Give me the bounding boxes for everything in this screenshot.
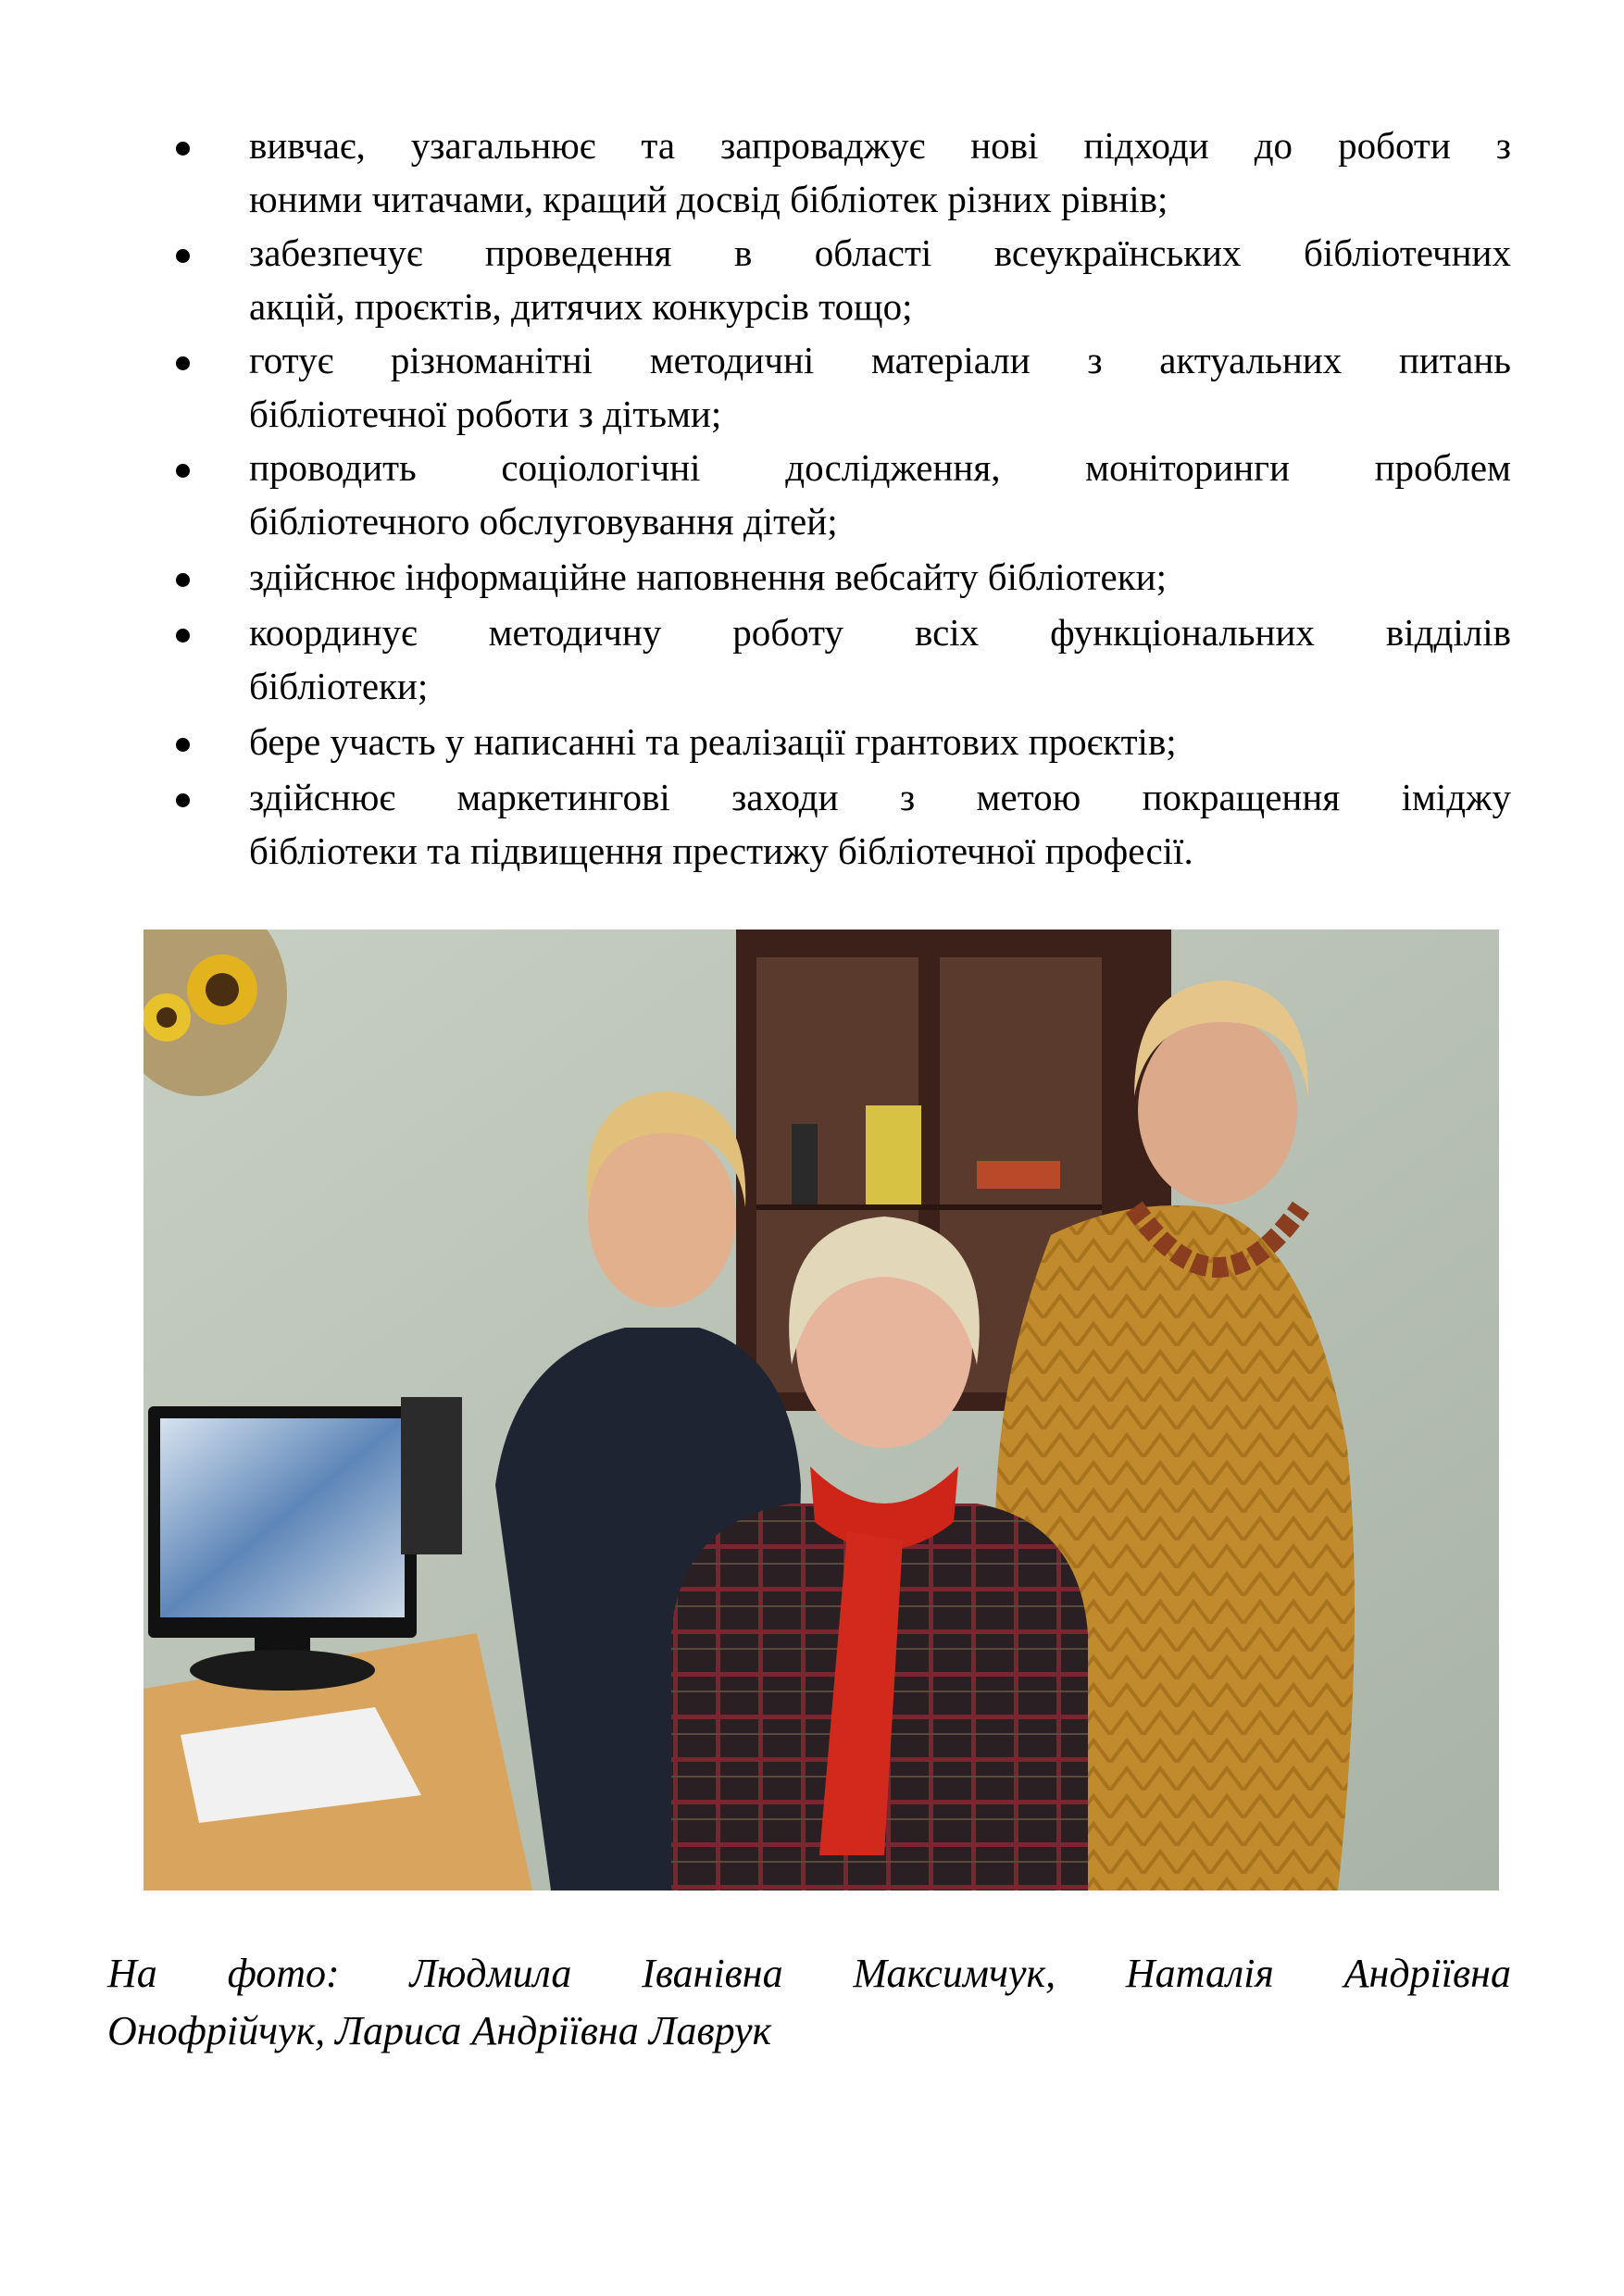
bullet-icon xyxy=(176,356,190,370)
list-item-line: забезпечує проведення в області всеукраїнських бібліотечних xyxy=(249,231,1511,274)
list-item-line: вивчає, узагальнює та запроваджує нові підходи до роботи з xyxy=(249,124,1511,167)
bullet-icon xyxy=(176,793,190,807)
bullet-icon xyxy=(176,629,190,643)
list-item-line: бере участь у написанні та реалізації грантових проєктів; xyxy=(249,720,1177,763)
list-item-line: юними читачами, кращий досвід бібліотек різних рівнів; xyxy=(249,178,1168,220)
bullet-icon xyxy=(176,142,190,156)
list-item-line: бібліотечної роботи з дітьми; xyxy=(249,393,722,435)
list-item-line: бібліотеки; xyxy=(249,665,429,707)
list-item-line: проводить соціологічні дослідження, моніторинги проблем xyxy=(249,446,1511,489)
list-item-line: готує різноманітні методичні матеріали з актуальних питань xyxy=(249,339,1511,381)
staff-photo xyxy=(144,930,1499,1890)
photo-caption-line: Онофрійчук, Лариса Андріївна Лаврук xyxy=(107,2008,772,2053)
list-item-line: здійснює маркетингові заходи з метою покращення іміджу xyxy=(249,776,1511,818)
bullet-icon xyxy=(176,249,190,263)
list-item-line: здійснює інформаційне наповнення вебсайту бібліотеки; xyxy=(249,555,1168,598)
list-item-line: акцій, проєктів, дитячих конкурсів тощо; xyxy=(249,285,913,328)
bullet-icon xyxy=(176,738,190,752)
photo-caption-line: На фото: Людмила Іванівна Максимчук, Наталія Андріївна xyxy=(107,1951,1511,1996)
list-item-line: бібліотеки та підвищення престижу бібліотечної професії. xyxy=(249,830,1193,872)
bullet-icon xyxy=(176,573,190,587)
list-item-line: координує методичну роботу всіх функціональних відділів xyxy=(249,611,1511,654)
bullet-icon xyxy=(176,464,190,478)
list-item-line: бібліотечного обслуговування дітей; xyxy=(249,500,838,543)
